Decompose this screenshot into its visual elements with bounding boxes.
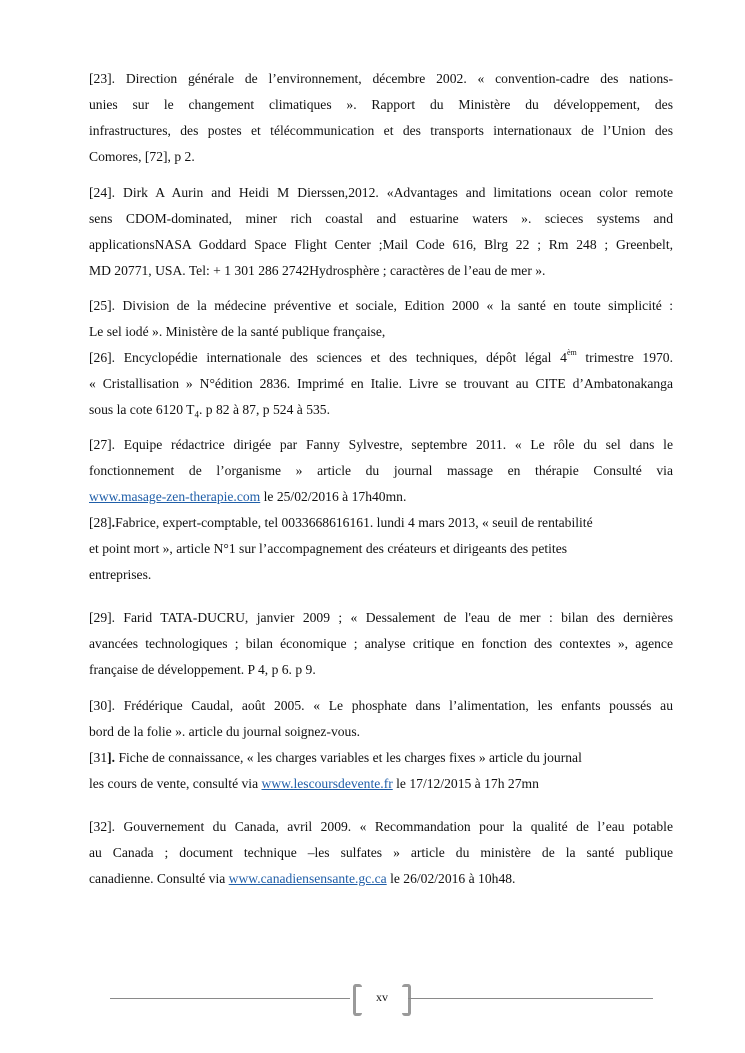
masage-zen-therapie-link[interactable]: www.masage-zen-therapie.com <box>89 489 261 504</box>
reference-28 <box>89 510 673 588</box>
reference-29 <box>89 605 673 683</box>
ref-25-line-1: [25]. Division de la médecine préventive et sociale, Edition 2000 « la santé en toute simplicité : <box>89 298 673 313</box>
footer-rule-right <box>408 998 653 999</box>
ref-26-line-3: sous la cote 6120 $T_4$. p 82 à 87, p 524 à 535. <box>89 402 330 420</box>
ref-31-line-1: [31]. Fiche de connaissance, « les charges variables et les charges fixes » article du journal <box>89 750 582 765</box>
canadiensensante-link[interactable]: www.canadiensensante.gc.ca <box>228 871 387 886</box>
ref-24-line-1: [24]. Dirk A Aurin and Heidi M Dierssen,2012. «Advantages and limitations ocean color remote <box>89 185 673 200</box>
ref-30-line-2: bord de la folie ». article du journal soignez-vous. <box>89 724 361 739</box>
ref-23-line-3: infrastructures, des postes et télécommunication et des transports internationaux de l’Union des <box>89 123 673 138</box>
ref-28-line-1: [28].Fabrice, expert-comptable, tel 0033668616161. lundi 4 mars 2013, « seuil de rentabilité <box>89 515 593 530</box>
ref-28-line-2: et point mort », article N°1 sur l’accompagnement des créateurs et dirigeants des petites <box>89 541 568 556</box>
ref-23-line-4: Comores, [72], p 2. <box>89 149 195 164</box>
ref-32-line-2: au Canada ; document technique –les sulfates » article du ministère de la santé publique <box>89 845 673 860</box>
ref-26-line-2: « Cristallisation » N°édition 2836. Imprimé en Italie. Livre se trouvant au CITE d’Ambatonakanga <box>89 376 673 391</box>
page-number: xv <box>376 990 388 1004</box>
reference-25 <box>89 293 673 345</box>
right-bracket-icon <box>402 984 411 1016</box>
ref-28-line-3: entreprises. <box>89 567 152 582</box>
ref-32-line-3: canadienne. Consulté via www.canadiensensante.gc.ca le 26/02/2016 à 10h48. <box>89 871 516 886</box>
left-bracket-icon <box>353 984 362 1016</box>
ref-23-line-1: [23]. Direction générale de l’environnement, décembre 2002. « convention-cadre des nations- <box>89 71 673 86</box>
ref-29-line-2: avancées technologiques ; bilan économique ; analyse critique en fonction des contextes », agence <box>89 636 673 651</box>
ref-25-line-2: Le sel iodé ». Ministère de la santé publique française, <box>89 324 386 339</box>
footer-rule-left <box>110 998 350 999</box>
subscript: 4 <box>194 409 199 420</box>
ref-27-line-2: fonctionnement de l’organisme » article du journal massage en thérapie Consulté via <box>89 463 673 478</box>
ref-24-line-4: MD 20771, USA. Tel: + 1 301 286 2742Hydrosphère ; caractères de l’eau de mer ». <box>89 263 546 278</box>
reference-32 <box>89 814 673 892</box>
reference-31 <box>89 745 673 797</box>
reference-26 <box>89 345 673 423</box>
ref-32-line-1: [32]. Gouvernement du Canada, avril 2009. « Recommandation pour la qualité de l’eau potable <box>89 819 673 834</box>
ref-29-line-3: française de développement. P 4, p 6. p 9. <box>89 662 316 677</box>
ref-27-line-1: [27]. Equipe rédactrice dirigée par Fanny Sylvestre, septembre 2011. « Le rôle du sel dans le <box>89 437 673 452</box>
reference-27 <box>89 432 673 510</box>
page-footer <box>110 984 653 1014</box>
reference-23 <box>89 66 673 170</box>
reference-24 <box>89 180 673 284</box>
ref-26-line-1: [26]. Encyclopédie internationale des sciences et des techniques, dépôt légal $4^{èm}$ trimestre 1970. <box>89 348 673 365</box>
ref-24-line-2: sens CDOM-dominated, miner rich coastal and estuarine waters ». scieces systems and <box>89 211 673 226</box>
ref-29-line-1: [29]. Farid TATA-DUCRU, janvier 2009 ; « Dessalement de l'eau de mer : bilan des dernières <box>89 610 673 625</box>
lescoursdevente-link[interactable]: www.lescoursdevente.fr <box>261 776 393 791</box>
ref-24-line-3: applicationsNASA Goddard Space Flight Center ;Mail Code 616, Blrg 22 ; Rm 248 ; Greenbelt, <box>89 237 673 252</box>
superscript: èm <box>566 348 577 358</box>
ref-23-line-2: unies sur le changement climatiques ». Rapport du Ministère du développement, des <box>89 97 673 112</box>
ref-30-line-1: [30]. Frédérique Caudal, août 2005. « Le phosphate dans l’alimentation, les enfants poussés au <box>89 698 673 713</box>
reference-30 <box>89 693 673 745</box>
ref-27-line-3: www.masage-zen-therapie.com le 25/02/2016 à 17h40mn. <box>89 489 407 504</box>
ref-31-line-2: les cours de vente, consulté via www.lescoursdevente.fr le 17/12/2015 à 17h 27mn <box>89 776 539 791</box>
